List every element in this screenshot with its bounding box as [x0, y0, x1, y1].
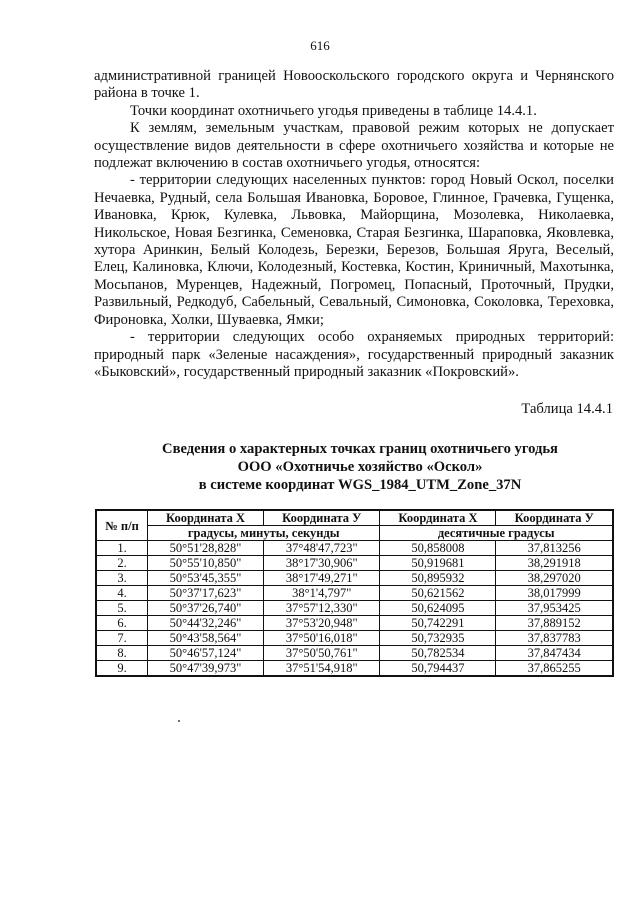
paragraph-3: К землям, земельным участкам, правовой режим которых не допускает осуществление видов деятельности в сфере охотничьего хозяйства и которые не подлежат включению в состав охотничьего угодья, относятся: — [94, 120, 614, 172]
table-row — [96, 571, 613, 586]
header-number: № п/п — [96, 510, 148, 541]
subheader-decimal: десятичные градусы — [380, 526, 613, 541]
table-row — [96, 541, 613, 556]
cell-x-decimal: 50,624095 — [380, 601, 496, 616]
cell-y-dms: 38°17'49,271" — [264, 571, 380, 586]
cell-x-dms: 50°47'39,973" — [148, 661, 264, 677]
paragraph-1: административной границей Новооскольского городского округа и Чернянского района в точке 1. — [94, 68, 614, 102]
cell-x-decimal: 50,621562 — [380, 586, 496, 601]
table-row — [96, 601, 613, 616]
cell-y-dms: 37°51'54,918" — [264, 661, 380, 677]
table-title — [100, 440, 620, 494]
cell-number: 5. — [96, 601, 148, 616]
cell-x-dms: 50°37'17,623" — [148, 586, 264, 601]
paragraph-2: Точки координат охотничьего угодья приведены в таблице 14.4.1. — [130, 102, 537, 119]
table-label: Таблица 14.4.1 — [521, 401, 613, 417]
cell-y-decimal: 37,889152 — [496, 616, 613, 631]
header-y-decimal: Координата У — [496, 510, 613, 526]
cell-x-decimal: 50,895932 — [380, 571, 496, 586]
cell-y-dms: 38°17'30,906" — [264, 556, 380, 571]
cell-x-dms: 50°43'58,564" — [148, 631, 264, 646]
paragraph-4: - территории следующих населенных пунктов: город Новый Оскол, поселки Нечаевка, Рудный, села Большая Ивановка, Боровое, Глинное, Грачевка, Гущенка, Ивановка, Крюк, Кулевка, Львовка, Майорщина, Мозолевка, Николаевка, Никольское, Новая Безгинка, Семеновка, Старая Безгинка, Шараповка, Яковлевка, хутора Аринкин, Белый Колодезь, Березки, Березов, Большая Яруга, Веселый, Елец, Калиновка, Ключи, Колодезный, Костевка, Костин, Криничный, Махотынка, Мосьпанов, Муренцев, Надежный, Погромец, Попасный, Проточный, Прудки, Развильный, Редкодуб, Сабельный, Севальный, Симоновка, Соколовка, Тереховка, Фироновка, Холки, Шуваевка, Ямки; — [94, 172, 614, 328]
cell-y-dms: 37°53'20,948" — [264, 616, 380, 631]
cell-y-dms: 37°50'16,018" — [264, 631, 380, 646]
cell-x-decimal: 50,919681 — [380, 556, 496, 571]
cell-y-decimal: 38,291918 — [496, 556, 613, 571]
cell-number: 9. — [96, 661, 148, 677]
cell-x-dms: 50°55'10,850" — [148, 556, 264, 571]
cell-x-decimal: 50,732935 — [380, 631, 496, 646]
cell-y-decimal: 38,297020 — [496, 571, 613, 586]
cell-x-dms: 50°53'45,355" — [148, 571, 264, 586]
cell-number: 4. — [96, 586, 148, 601]
table-row — [96, 586, 613, 601]
cell-x-decimal: 50,794437 — [380, 661, 496, 677]
cell-x-dms: 50°44'32,246" — [148, 616, 264, 631]
table-row — [96, 616, 613, 631]
paragraph-5: - территории следующих особо охраняемых природных территорий: природный парк «Зеленые насаждения», государственный природный заказник «Быковский», государственный природный заказник «Покровский». — [94, 329, 614, 380]
cell-x-decimal: 50,858008 — [380, 541, 496, 556]
cell-y-decimal: 37,865255 — [496, 661, 613, 677]
scan-speck — [178, 720, 180, 722]
coordinates-table — [95, 509, 614, 677]
cell-y-decimal: 37,953425 — [496, 601, 613, 616]
cell-y-dms: 37°50'50,761" — [264, 646, 380, 661]
cell-x-dms: 50°51'28,828" — [148, 541, 264, 556]
cell-y-dms: 38°1'4,797" — [264, 586, 380, 601]
table-row — [96, 661, 613, 677]
cell-y-decimal: 37,837783 — [496, 631, 613, 646]
cell-x-dms: 50°37'26,740" — [148, 601, 264, 616]
table-row — [96, 631, 613, 646]
table-row — [96, 556, 613, 571]
header-x-dms: Координата X — [148, 510, 264, 526]
table-body — [96, 541, 613, 677]
cell-number: 7. — [96, 631, 148, 646]
cell-number: 3. — [96, 571, 148, 586]
cell-y-decimal: 37,813256 — [496, 541, 613, 556]
cell-y-decimal: 37,847434 — [496, 646, 613, 661]
header-y-dms: Координата У — [264, 510, 380, 526]
cell-y-dms: 37°48'47,723" — [264, 541, 380, 556]
cell-x-decimal: 50,742291 — [380, 616, 496, 631]
cell-number: 6. — [96, 616, 148, 631]
cell-y-decimal: 38,017999 — [496, 586, 613, 601]
header-x-decimal: Координата X — [380, 510, 496, 526]
cell-x-dms: 50°46'57,124" — [148, 646, 264, 661]
cell-number: 8. — [96, 646, 148, 661]
cell-number: 2. — [96, 556, 148, 571]
cell-x-decimal: 50,782534 — [380, 646, 496, 661]
table-subheader-row — [96, 526, 613, 541]
cell-number: 1. — [96, 541, 148, 556]
table-row — [96, 646, 613, 661]
table-title-line-2: ООО «Охотничье хозяйство «Оскол» — [237, 459, 483, 475]
cell-y-dms: 37°57'12,330" — [264, 601, 380, 616]
page-number: 616 — [310, 38, 330, 53]
table-header-row — [96, 510, 613, 526]
table-title-line-3: в системе координат WGS_1984_UTM_Zone_37N — [198, 477, 522, 493]
table-title-line-1: Сведения о характерных точках границ охотничьего угодья — [162, 441, 558, 457]
subheader-dms: градусы, минуты, секунды — [148, 526, 380, 541]
body-text — [94, 68, 614, 381]
